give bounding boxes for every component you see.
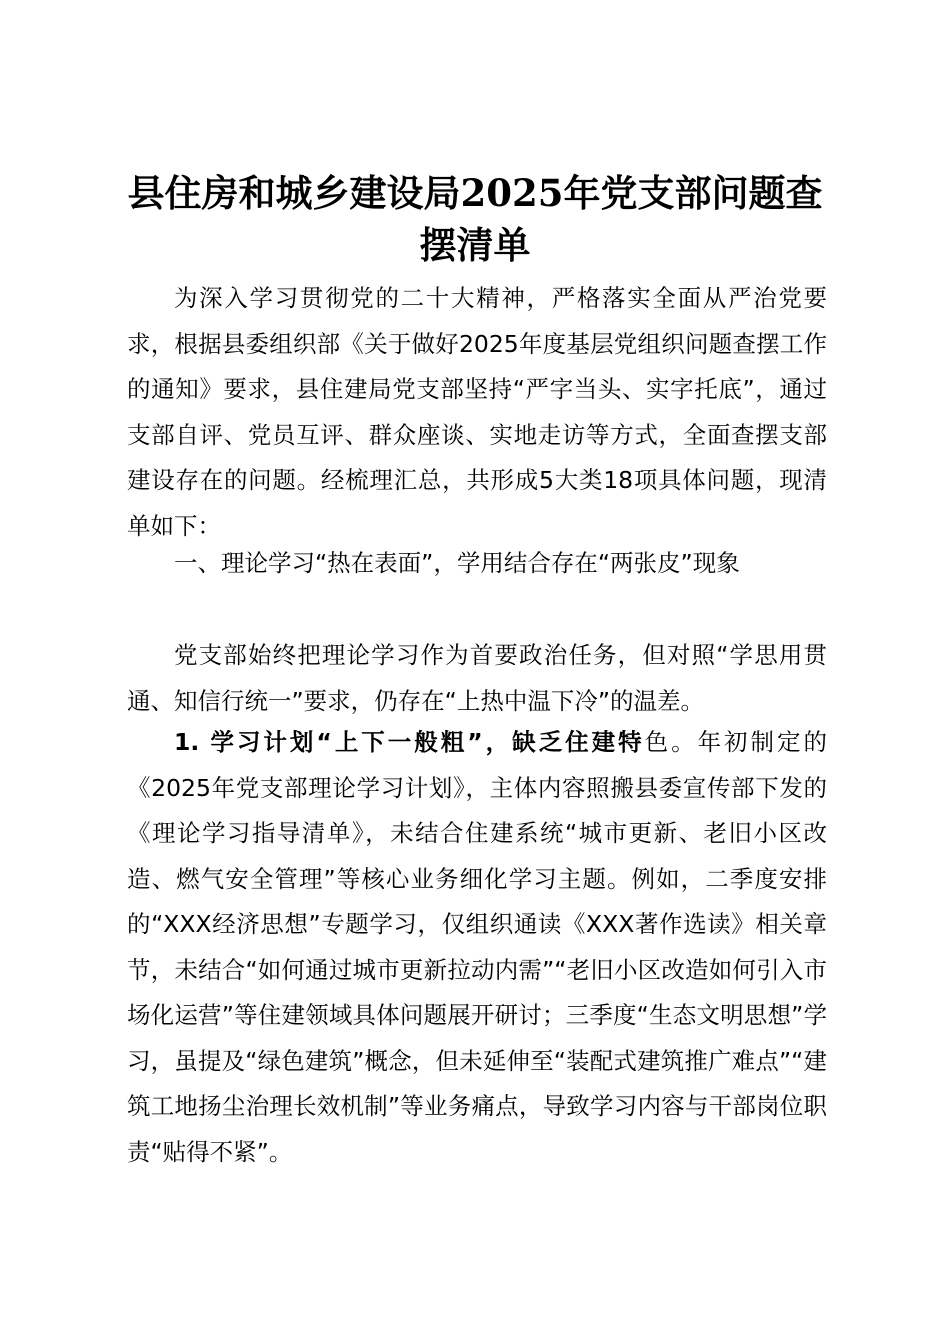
intro-paragraph: 为深入学习贯彻党的二十大精神，严格落实全面从严治党要求，根据县委组织部《关于做好2025年度基层党组织问题查摆工作的通知》要求，县住建局党支部坚持“严字当头、实字托底”，通过支部自评、党员互评、群众座谈、实地走访等方式，全面查摆支部建设存在的问题。经梳理汇总，共形成5大类18项具体问题，现清单如下： xyxy=(127,284,827,540)
item-1-body: 色。年初制定的《2025年党支部理论学习计划》，主体内容照搬县委宣传部下发的《理论学习指导清单》，未结合住建系统“城市更新、老旧小区改造、燃气安全管理”等核心业务细化学习主题。例如，二季度安排的“XXX经济思想”专题学习，仅组织通读《XXX著作选读》相关章节，未结合“如何通过城市更新拉动内需”“老旧小区改造如何引入市场化运营”等住建领域具体问题展开研讨；三季度“生态文明思想”学习，虽提及“绿色建筑”概念，但未延伸至“装配式建筑推广难点”“建筑工地扬尘治理长效机制”等业务痛点，导致学习内容与干部岗位职责“贴得不紧”。 xyxy=(127,728,828,1166)
section-intro-paragraph: 党支部始终把理论学习作为首要政治任务，但对照“学思用贯通、知信行统一”要求，仍存在“上热中温下冷”的温差。 xyxy=(127,641,827,715)
document-title: 县住房和城乡建设局2025年党支部问题查摆清单 xyxy=(127,171,823,267)
section-heading: 一、理论学习“热在表面”，学用结合存在“两张皮”现象 xyxy=(174,549,740,577)
item-1-heading: 1. 学习计划“上下一般粗”，缺乏住建特 xyxy=(174,728,645,756)
item-1-paragraph xyxy=(127,720,827,1175)
